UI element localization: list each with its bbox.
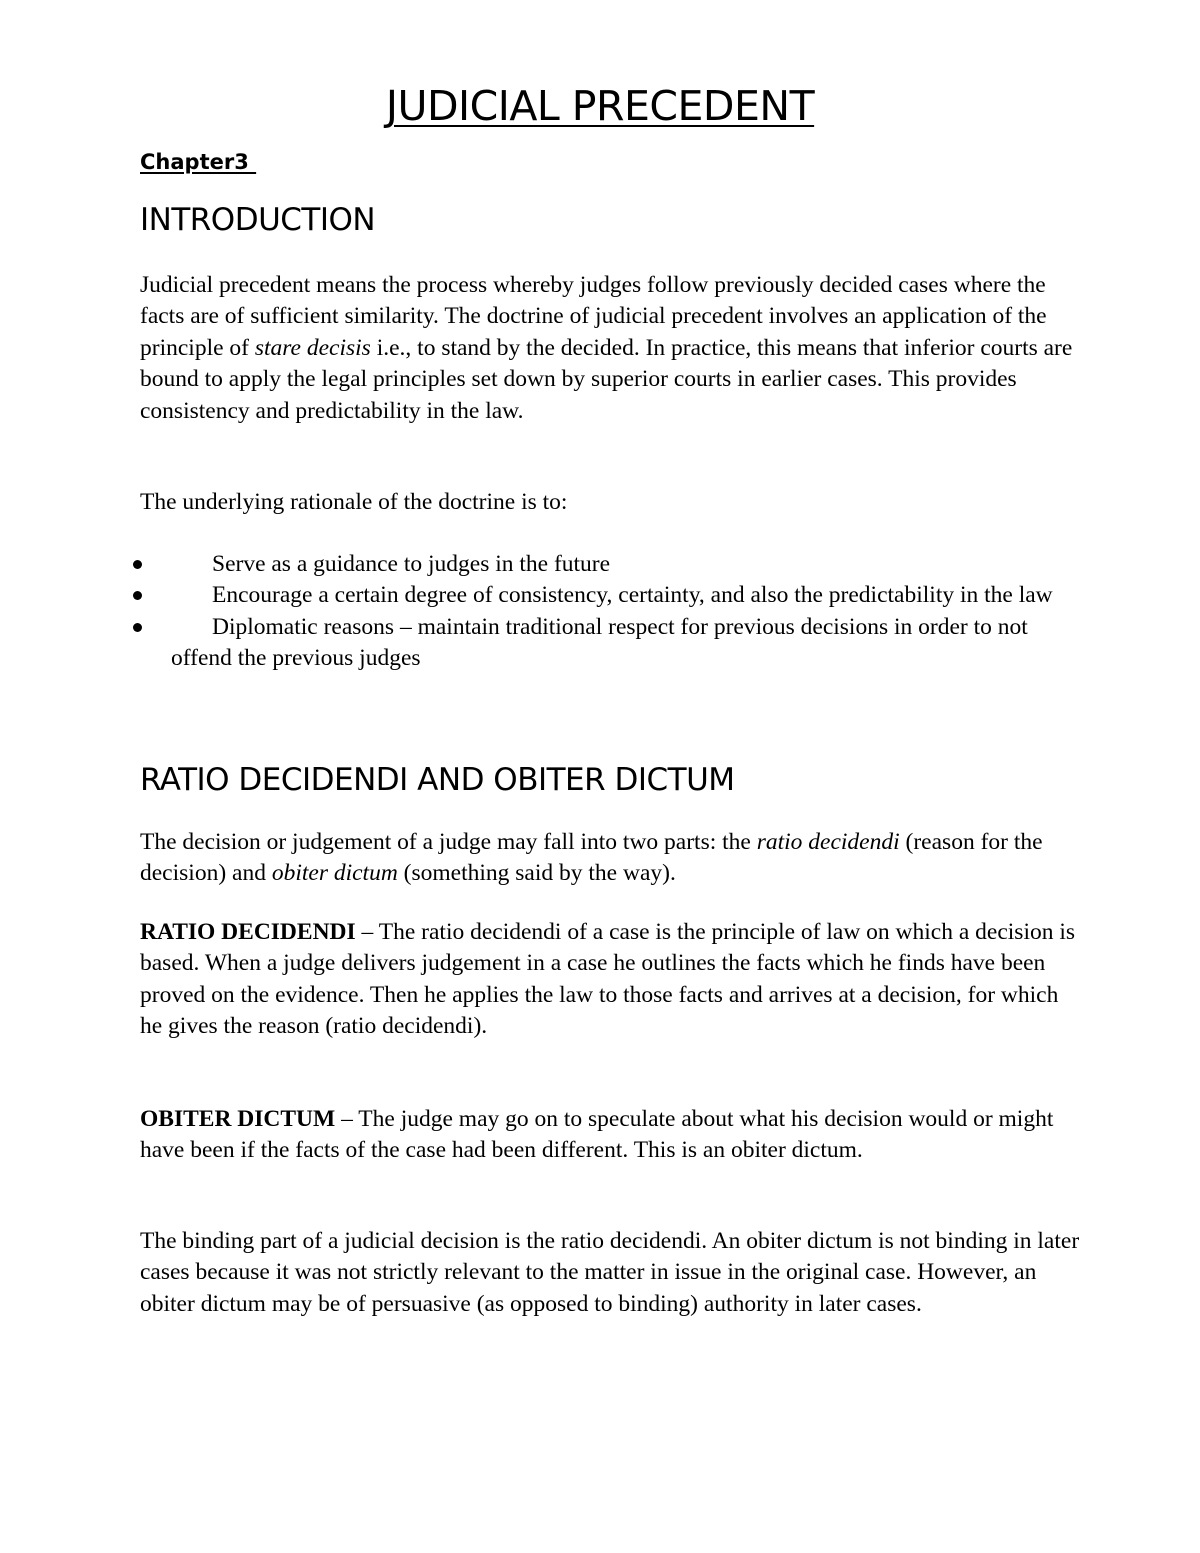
list-item [130,580,1080,611]
list-item-text: Diplomatic reasons – maintain traditional respect for previous decisions in order to not offend the previous judges [171,613,1028,672]
list-item-text: Serve as a guidance to judges in the future [212,551,611,577]
introduction-heading: INTRODUCTION [140,202,376,238]
introduction-paragraph [140,270,1080,427]
bullet-icon [133,591,142,600]
ratio-decidendi-text: – The ratio decidendi of a case is the principle of law on which a decision is based. When a judge delivers judgement in a case he outlines the facts which he finds have been proved on the evidence. Then he applies the law to those facts and arrives at a decision, for which he gives the reason (ratio decidendi). [140,919,1076,1040]
binding-paragraph: The binding part of a judicial decision is the ratio decidendi. An obiter dictum is not binding in later cases because it was not strictly relevant to the matter in issue in the original case. However, an obiter dictum may be of persuasive (as opposed to binding) authority in later cases. [140,1228,1080,1317]
ratio-decidendi-paragraph [140,917,1080,1043]
decision-text-after: (something said by the way). [397,860,676,887]
document-title: JUDICIAL PRECEDENT [385,82,815,130]
list-item [130,549,1080,580]
list-item [130,612,1080,675]
stare-decisis-term: stare decisis [254,334,371,361]
ratio-decidendi-label: RATIO DECIDENDI [140,919,356,945]
intro-text-before: Judicial precedent means the process whereby judges follow previously decided cases where the facts are of sufficient similarity. The doctrine of judicial precedent involves an application of the principle of [140,272,1047,361]
chapter-label: Chapter3 [140,150,257,174]
intro-text-after: i.e., to stand by the decided. In practice, this means that inferior courts are bound to apply the legal principles set down by superior courts in earlier cases. This provides consistency and predictability in the law. [140,334,1073,424]
bullet-icon [133,623,142,632]
obiter-dictum-label: OBITER DICTUM [140,1106,336,1132]
decision-text-middle: (reason for the decision) and [140,829,1043,887]
obiter-dictum-text: – The judge may go on to speculate about what his decision would or might have been if the facts of the case had been different. This is an obiter dictum. [140,1106,1054,1164]
decision-text-before: The decision or judgement of a judge may fall into two parts: the [140,829,757,855]
list-item-text: Encourage a certain degree of consistency, certainty, and also the predictability in the law [212,582,1053,609]
rationale-lead: The underlying rationale of the doctrine is to: [140,489,568,515]
decision-parts-paragraph [140,827,1080,890]
obiter-dictum-term: obiter dictum [271,860,398,887]
ratio-decidendi-term: ratio decidendi [756,829,900,855]
ratio-obiter-heading: RATIO DECIDENDI AND OBITER DICTUM [140,762,735,798]
obiter-dictum-paragraph [140,1104,1080,1167]
bullet-icon [133,560,142,569]
rationale-list [130,549,1080,675]
